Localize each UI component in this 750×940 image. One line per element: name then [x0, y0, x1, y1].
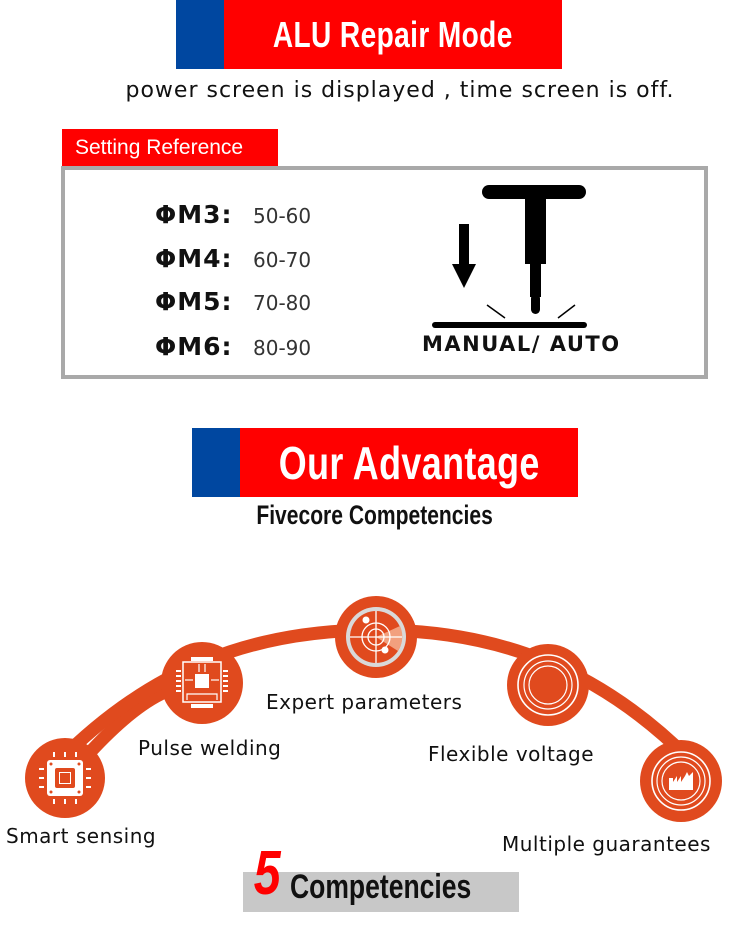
title-banner [176, 0, 562, 69]
radar-icon [335, 596, 417, 678]
circuit-board-icon [161, 642, 243, 724]
banner-red-block [224, 0, 562, 69]
competencies-count: 5 [253, 839, 281, 908]
ref-value: 80-90 [253, 336, 312, 360]
manual-auto-label: MANUAL/ AUTO [422, 332, 621, 356]
competency-label: Smart sensing [6, 824, 157, 848]
section-subtitle: Fivecore Competencies [256, 500, 494, 530]
ref-value: 50-60 [253, 204, 312, 228]
chip-icon [25, 738, 105, 818]
competency-label: Pulse welding [138, 736, 282, 760]
ref-value: 60-70 [253, 248, 312, 272]
competencies-footer-text: Competencies [290, 868, 472, 906]
page-title: ALU Repair Mode [273, 13, 513, 55]
ref-code: ΦM5: [155, 287, 233, 316]
section-title: Our Advantage [278, 436, 540, 489]
advantage-banner [192, 428, 578, 497]
ref-code: ΦM3: [155, 200, 233, 229]
ref-row [155, 287, 311, 316]
setting-reference-box [61, 166, 708, 379]
welding-pin-press-icon [425, 180, 625, 330]
competency-node-expert-parameters [335, 596, 417, 678]
setting-reference-tag: Setting Reference [62, 129, 278, 167]
concentric-rings-icon [507, 644, 589, 726]
banner-red-block [240, 428, 578, 497]
banner-blue-block [176, 0, 224, 69]
ref-row [155, 332, 311, 361]
ref-value: 70-80 [253, 291, 312, 315]
mode-description: power screen is displayed , time screen is off. [125, 78, 675, 103]
competency-node-multiple-guarantees [640, 740, 722, 822]
competency-node-smart-sensing [25, 738, 105, 818]
factory-icon [640, 740, 722, 822]
competency-label: Expert parameters [266, 690, 463, 714]
competency-node-pulse-welding [161, 642, 243, 724]
ref-code: ΦM6: [155, 332, 233, 361]
banner-blue-block [192, 428, 240, 497]
competency-node-flexible-voltage [507, 644, 589, 726]
competency-label: Flexible voltage [428, 742, 595, 766]
competency-label: Multiple guarantees [502, 832, 711, 856]
ref-code: ΦM4: [155, 244, 233, 273]
ref-row [155, 244, 311, 273]
ref-row [155, 200, 311, 229]
